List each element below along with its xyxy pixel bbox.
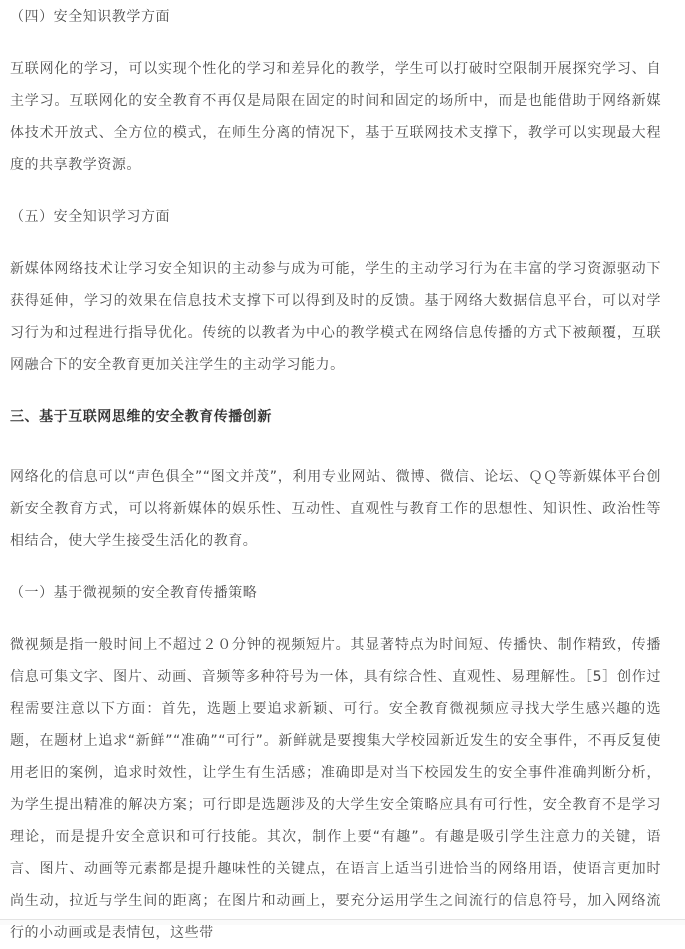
section-heading-teaching: （四）安全知识教学方面 [10,9,171,25]
section-heading-learning: （五）安全知识学习方面 [10,209,171,225]
paragraph-teaching-aspect: 互联网化的学习，可以实现个性化的学习和差异化的教学，学生可以打破时空限制开展探究学习、自主学习。互联网化的安全教育不再仅是局限在固定的时间和固定的场所中，而是也能借助于网络新媒体技术开放式、全方位的模式，在师生分离的情况下，基于互联网技术支撑下，教学可以实现最大程度的共享教学资源。 [10,61,661,173]
paragraph-learning-aspect: 新媒体网络技术让学习安全知识的主动参与成为可能，学生的主动学习行为在丰富的学习资源驱动下获得延伸，学习的效果在信息技术支撑下可以得到及时的反馈。基于网络大数据信息平台，可以对学习行为和过程进行指导优化。传统的以教者为中心的教学模式在网络信息传播的方式下被颠覆，互联网融合下的安全教育更加关注学生的主动学习能力。 [10,261,661,373]
paragraph-microvideo-strategy: 微视频是指一般时间上不超过２０分钟的视频短片。其显著特点为时间短、传播快、制作精致，传播信息可集文字、图片、动画、音频等多种符号为一体，具有综合性、直观性、易理解性。［5］创作过程需要注意以下方面：首先，选题上要追求新颖、可行。安全教育微视频应寻找大学生感兴趣的选题，在题材上追求“新鲜”“准确”“可行”。新鲜就是要搜集大学校园新近发生的安全事件，不再反复使用老旧的案例，追求时效性，让学生有生活感；准确即是对当下校园发生的安全事件准确判断分析，为学生提出精准的解决方案；可行即是选题涉及的大学生安全策略应具有可行性，安全教育不是学习理论，而是提升安全意识和可行技能。其次，制作上要“有趣”。有趣是吸引学生注意力的关键，语言、图片、动画等元素都是提升趣味性的关键点，在语言上适当引进恰当的网络用语，使语言更加时尚生动，拉近与学生间的距离；在图片和动画上，要充分运用学生之间流行的信息符号，加入网络流行的小动画或是表情包，这些带 [10,637,661,941]
section-heading-microvideo: （一）基于微视频的安全教育传播策略 [10,585,258,601]
chapter-heading-innovation: 三、基于互联网思维的安全教育传播创新 [10,409,272,425]
page-bottom-area [0,920,685,925]
paragraph-chapter-intro: 网络化的信息可以“声色俱全”“图文并茂”，利用专业网站、微博、微信、论坛、ＱＱ等新媒体平台创新安全教育方式，可以将新媒体的娱乐性、互动性、直观性与教育工作的思想性、知识性、政治性等相结合，使大学生接受生活化的教育。 [10,469,661,549]
